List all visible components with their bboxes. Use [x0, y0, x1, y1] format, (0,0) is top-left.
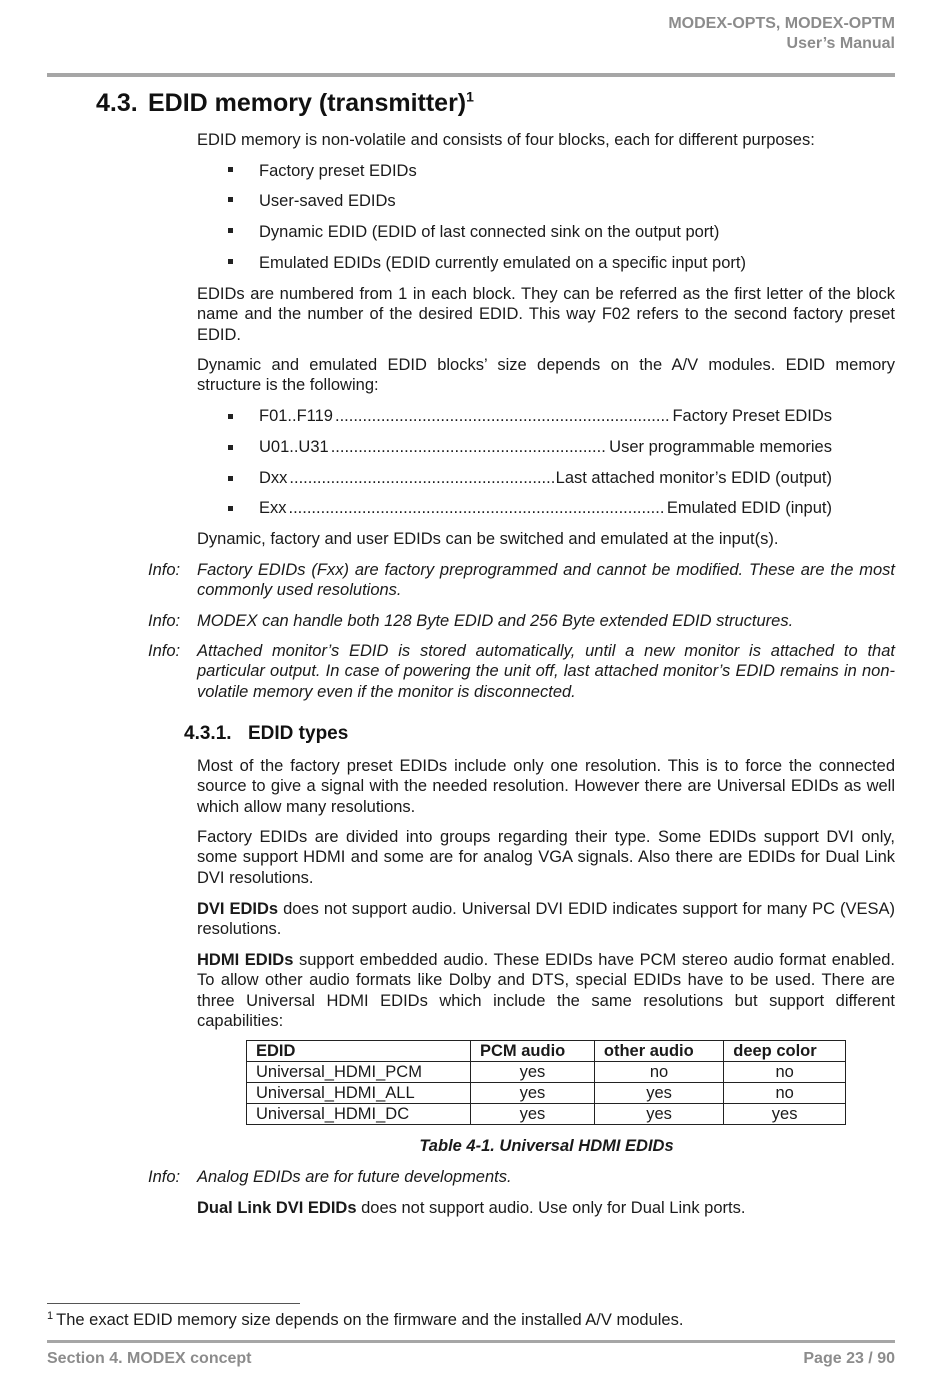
info-text: MODEX can handle both 128 Byte EDID and 256 Byte extended EDID structures. — [197, 612, 794, 630]
structure-item: Exx ..... Emulated EDID (input) — [228, 498, 832, 518]
info-label: Info: — [148, 642, 181, 660]
footnote-text: The exact EDID memory size depends on the firmware and the installed A/V modules. — [56, 1311, 684, 1329]
table-row — [247, 1083, 846, 1104]
column-header: deep color — [724, 1041, 846, 1062]
table-cell: yes — [724, 1104, 846, 1125]
bullet-icon — [228, 197, 233, 202]
table-caption: Table 4-1. Universal HDMI EDIDs — [419, 1137, 674, 1155]
table-row — [247, 1104, 846, 1125]
footnote-rule — [47, 1303, 300, 1304]
table-cell: yes — [471, 1062, 595, 1083]
dot-leader — [289, 498, 665, 518]
subsection-title: EDID types — [248, 723, 349, 744]
subsection-heading — [184, 723, 348, 745]
dot-leader — [289, 468, 553, 488]
column-header: PCM audio — [471, 1041, 595, 1062]
numbering-paragraph: EDIDs are numbered from 1 in each block. They can be referred as the first letter of the block name and the number of the desired EDID. This way F02 refers to the second factory preset EDID. — [197, 285, 895, 344]
hdmi-term: HDMI EDIDs — [197, 951, 294, 969]
intro-paragraph: EDID memory is non-volatile and consists of four blocks, each for different purposes: — [197, 131, 815, 149]
table-header-row — [247, 1041, 846, 1062]
running-header — [668, 14, 895, 54]
structure-item: F01..F119 ..... Factory Preset EDIDs — [228, 406, 832, 426]
table-cell: yes — [471, 1083, 595, 1104]
info-text: Attached monitor’s EDID is stored automatically, until a new monitor is attached to that particular output. In case of powering the unit off, last attached monitor’s EDID remains in non-volatile memory even if the monitor is disconnected. — [197, 642, 895, 701]
info-label: Info: — [148, 612, 181, 630]
structure-item: U01..U31 ..... User programmable memories — [228, 437, 832, 457]
table-cell: yes — [594, 1104, 723, 1125]
table-cell: no — [724, 1062, 846, 1083]
footer-rule — [47, 1340, 895, 1343]
bullet-icon — [228, 228, 233, 233]
bullet-icon — [228, 414, 233, 419]
info-note — [148, 611, 895, 631]
bullet-icon — [228, 445, 233, 450]
section-number: 4.3. — [96, 89, 138, 117]
info-label: Info: — [148, 1168, 181, 1186]
bullet-icon — [228, 476, 233, 481]
block-item: Emulated EDIDs (EDID currently emulated on a specific input port) — [228, 253, 746, 273]
dvi-term: DVI EDIDs — [197, 900, 279, 918]
block-item: Dynamic EDID (EDID of last connected sink on the output port) — [228, 222, 719, 242]
dual-link-paragraph: Dual Link DVI EDIDs does not support audio. Use only for Dual Link ports. — [197, 1199, 746, 1217]
footnote-ref[interactable]: 1 — [466, 88, 474, 105]
universal-hdmi-table — [246, 1040, 846, 1125]
dot-leader — [331, 437, 607, 457]
header-rule — [47, 73, 895, 77]
size-paragraph: Dynamic and emulated EDID blocks’ size depends on the A/V modules. EDID memory structure is the following: — [197, 356, 895, 395]
info-note — [148, 641, 895, 702]
switch-paragraph: Dynamic, factory and user EDIDs can be switched and emulated at the input(s). — [197, 530, 779, 548]
dot-leader — [335, 406, 670, 426]
info-note — [148, 560, 895, 601]
table-cell: no — [594, 1062, 723, 1083]
bullet-icon — [228, 506, 233, 511]
bullet-icon — [228, 167, 233, 172]
bullet-icon — [228, 259, 233, 264]
table-cell: Universal_HDMI_PCM — [247, 1062, 471, 1083]
table-cell: Universal_HDMI_ALL — [247, 1083, 471, 1104]
section-title: EDID memory (transmitter) — [148, 89, 467, 117]
table-cell: Universal_HDMI_DC — [247, 1104, 471, 1125]
header-doc-type: User’s Manual — [786, 35, 895, 52]
footnote-mark: 1 — [47, 1309, 54, 1322]
dvi-paragraph: DVI EDIDs does not support audio. Universal DVI EDID indicates support for many PC (VESA) resolutions. — [197, 900, 895, 939]
block-item: Factory preset EDIDs — [228, 161, 417, 181]
types-paragraph-1: Most of the factory preset EDIDs include only one resolution. This is to force the connected source to give a signal with the needed resolution. However there are Universal EDIDs as well which allow many resolutions. — [197, 757, 895, 816]
info-text: Analog EDIDs are for future developments. — [197, 1168, 512, 1186]
block-item: User-saved EDIDs — [228, 191, 396, 211]
info-text: Factory EDIDs (Fxx) are factory preprogrammed and cannot be modified. These are the most commonly used resolutions. — [197, 561, 895, 600]
dual-link-term: Dual Link DVI EDIDs — [197, 1199, 357, 1217]
structure-item: Dxx ..... Last attached monitor’s EDID (output) — [228, 468, 832, 488]
footnote — [47, 1311, 683, 1330]
table-cell: no — [724, 1083, 846, 1104]
header-product: MODEX-OPTS, MODEX-OPTM — [668, 15, 895, 32]
column-header: EDID — [247, 1041, 471, 1062]
column-header: other audio — [594, 1041, 723, 1062]
table-cell: yes — [594, 1083, 723, 1104]
subsection-number: 4.3.1. — [184, 723, 232, 744]
table-row — [247, 1062, 846, 1083]
hdmi-paragraph: HDMI EDIDs support embedded audio. These EDIDs have PCM stereo audio format enabled. To allow other audio formats like Dolby and DTS, special EDIDs have to be used. There are three Universal HDMI EDIDs which include the same resolutions but support different capabilities: — [197, 951, 896, 1030]
info-note — [148, 1167, 895, 1187]
footer-section: Section 4. MODEX concept — [47, 1350, 252, 1367]
table-cell: yes — [471, 1104, 595, 1125]
section-heading — [96, 89, 474, 118]
types-paragraph-2: Factory EDIDs are divided into groups regarding their type. Some EDIDs support DVI only, some support HDMI and some are for analog VGA signals. Also there are EDIDs for Dual Link DVI resolutions. — [197, 828, 895, 887]
info-label: Info: — [148, 561, 181, 579]
footer-page-number: Page 23 / 90 — [803, 1350, 895, 1367]
